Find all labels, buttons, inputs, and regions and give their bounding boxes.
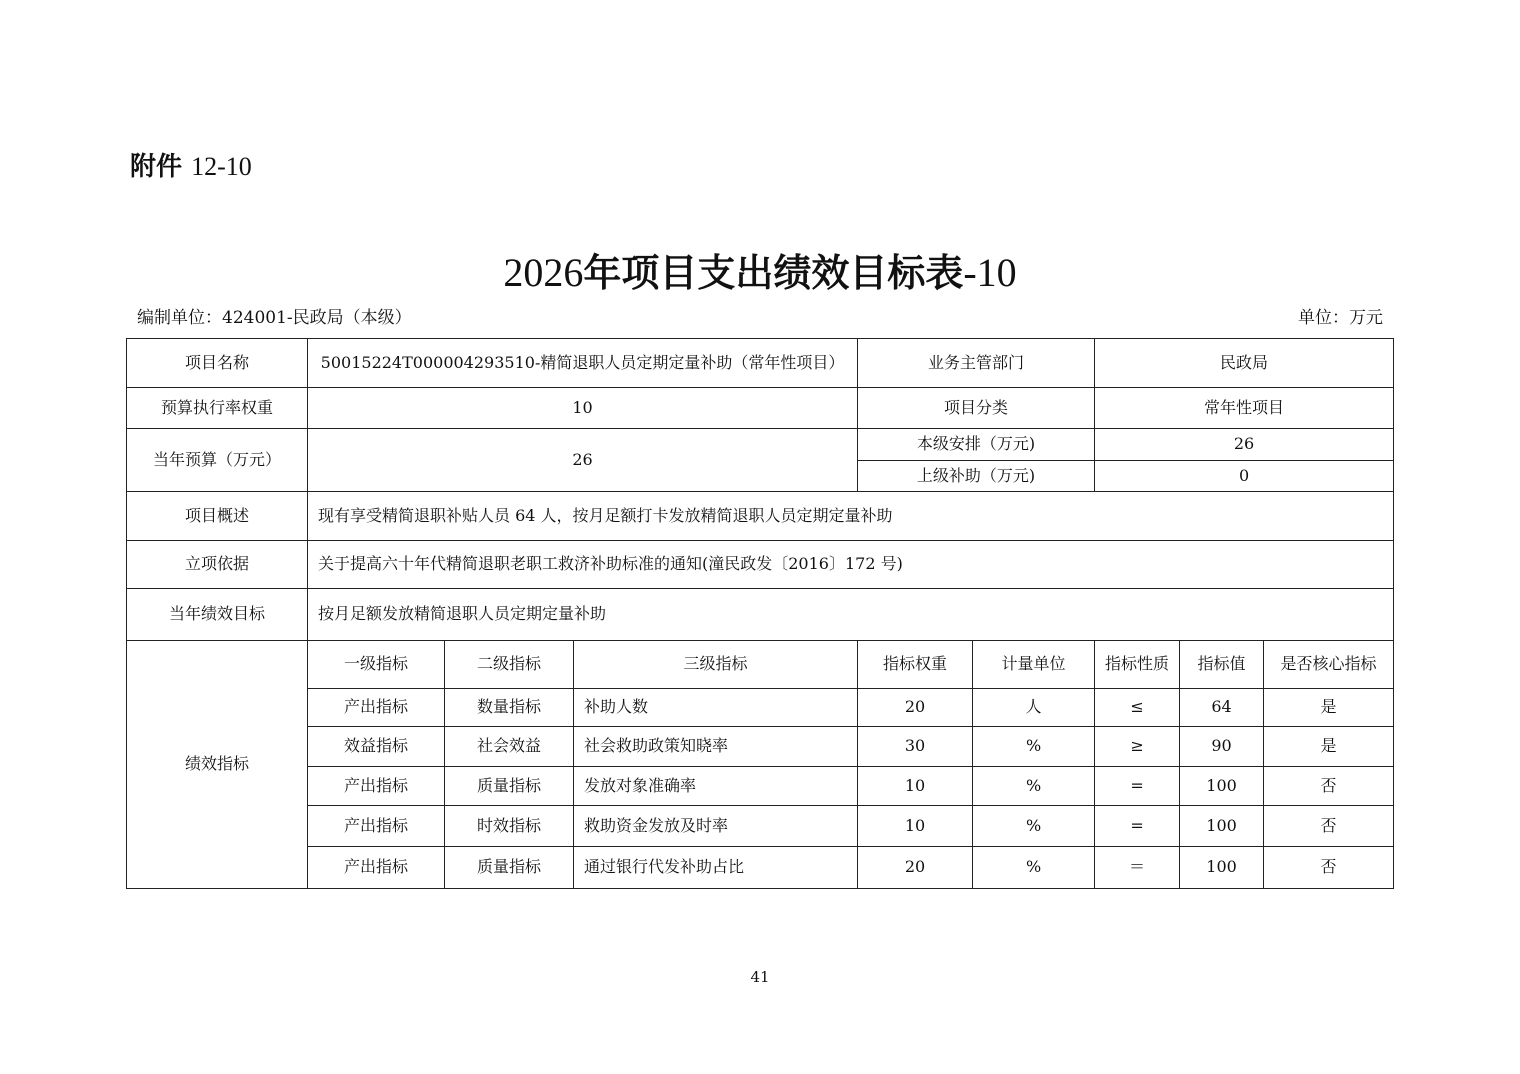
cell-unit: % — [973, 727, 1095, 767]
cell-value: 100 — [1180, 847, 1264, 889]
cell-nature: ≥ — [1095, 727, 1180, 767]
cell-core: 否 — [1264, 847, 1394, 889]
cell-level3: 发放对象准确率 — [574, 767, 858, 806]
cell-level1: 产出指标 — [308, 767, 445, 806]
department-value: 民政局 — [1095, 339, 1394, 388]
cell-level3: 社会救助政策知晓率 — [574, 727, 858, 767]
header-core: 是否核心指标 — [1264, 641, 1394, 689]
cell-core: 否 — [1264, 806, 1394, 847]
cell-weight: 20 — [858, 689, 973, 727]
header-level3: 三级指标 — [574, 641, 858, 689]
annual-budget-label: 当年预算（万元） — [127, 429, 308, 492]
cell-nature: = — [1095, 767, 1180, 806]
cell-value: 90 — [1180, 727, 1264, 767]
cell-weight: 20 — [858, 847, 973, 889]
table-row — [127, 689, 1394, 727]
cell-level1: 产出指标 — [308, 806, 445, 847]
cell-level2: 质量指标 — [445, 767, 574, 806]
row-basis — [127, 541, 1394, 589]
cell-unit: % — [973, 847, 1095, 889]
title-suffix: -10 — [963, 250, 1017, 295]
page-title — [0, 242, 1520, 297]
cell-value: 100 — [1180, 806, 1264, 847]
project-name-value: 50015224T000004293510-精简退职人员定期定量补助（常年性项目） — [308, 339, 858, 388]
header-nature: 指标性质 — [1095, 641, 1180, 689]
cell-level2: 社会效益 — [445, 727, 574, 767]
annual-budget-value: 26 — [308, 429, 858, 492]
header-level1: 一级指标 — [308, 641, 445, 689]
table-row — [127, 806, 1394, 847]
page-number: 41 — [750, 968, 770, 986]
cell-level1: 产出指标 — [308, 847, 445, 889]
row-budget-weight — [127, 388, 1394, 429]
cell-level2: 质量指标 — [445, 847, 574, 889]
row-overview — [127, 492, 1394, 541]
title-main: 年项目支出绩效目标表 — [583, 251, 964, 295]
cell-weight: 10 — [858, 806, 973, 847]
cell-weight: 30 — [858, 727, 973, 767]
currency-unit: 单位：万元 — [1298, 308, 1383, 328]
row-project-name — [127, 339, 1394, 388]
cell-nature: = — [1095, 806, 1180, 847]
budget-weight-label: 预算执行率权重 — [127, 388, 308, 429]
header-weight: 指标权重 — [858, 641, 973, 689]
cell-core: 否 — [1264, 767, 1394, 806]
cell-unit: % — [973, 806, 1095, 847]
indicator-header-row — [127, 641, 1394, 689]
table-row — [127, 767, 1394, 806]
cell-level3: 救助资金发放及时率 — [574, 806, 858, 847]
cell-value: 64 — [1180, 689, 1264, 727]
row-annual-budget — [127, 429, 1394, 461]
category-value: 常年性项目 — [1095, 388, 1394, 429]
cell-nature: ＝ — [1095, 847, 1180, 889]
compiling-unit: 编制单位：424001-民政局（本级） — [137, 308, 412, 328]
header-value: 指标值 — [1180, 641, 1264, 689]
performance-table — [126, 338, 1394, 889]
cell-level3: 补助人数 — [574, 689, 858, 727]
table-row — [127, 727, 1394, 767]
cell-level2: 时效指标 — [445, 806, 574, 847]
basis-value: 关于提高六十年代精简退职老职工救济补助标准的通知(潼民政发〔2016〕172 号) — [308, 541, 1394, 589]
attachment-number: 12-10 — [191, 152, 252, 181]
goal-label: 当年绩效目标 — [127, 589, 308, 641]
basis-label: 立项依据 — [127, 541, 308, 589]
upper-subsidy-label: 上级补助（万元) — [858, 461, 1095, 492]
indicators-label: 绩效指标 — [127, 641, 308, 889]
cell-value: 100 — [1180, 767, 1264, 806]
cell-unit: % — [973, 767, 1095, 806]
overview-label: 项目概述 — [127, 492, 308, 541]
local-budget-label: 本级安排（万元) — [858, 429, 1095, 461]
cell-weight: 10 — [858, 767, 973, 806]
cell-core: 是 — [1264, 689, 1394, 727]
cell-core: 是 — [1264, 727, 1394, 767]
cell-unit: 人 — [973, 689, 1095, 727]
budget-weight-value: 10 — [308, 388, 858, 429]
cell-level2: 数量指标 — [445, 689, 574, 727]
title-year: 2026 — [503, 250, 584, 295]
overview-value: 现有享受精简退职补贴人员 64 人，按月足额打卡发放精简退职人员定期定量补助 — [308, 492, 1394, 541]
category-label: 项目分类 — [858, 388, 1095, 429]
cell-level3: 通过银行代发补助占比 — [574, 847, 858, 889]
cell-level1: 效益指标 — [308, 727, 445, 767]
local-budget-value: 26 — [1095, 429, 1394, 461]
header-unit: 计量单位 — [973, 641, 1095, 689]
cell-nature: ≤ — [1095, 689, 1180, 727]
table-row — [127, 847, 1394, 889]
goal-value: 按月足额发放精简退职人员定期定量补助 — [308, 589, 1394, 641]
upper-subsidy-value: 0 — [1095, 461, 1394, 492]
header-level2: 二级指标 — [445, 641, 574, 689]
attachment-label — [130, 146, 252, 183]
department-label: 业务主管部门 — [858, 339, 1095, 388]
project-name-label: 项目名称 — [127, 339, 308, 388]
row-goal — [127, 589, 1394, 641]
attachment-prefix: 附件 — [130, 152, 183, 182]
cell-level1: 产出指标 — [308, 689, 445, 727]
